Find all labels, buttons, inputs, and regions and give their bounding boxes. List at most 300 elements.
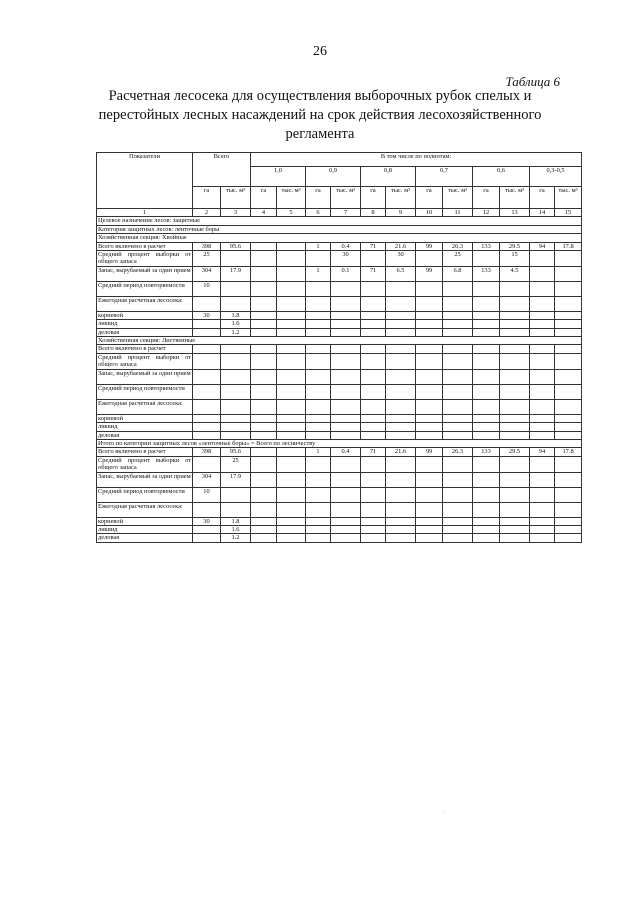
- table-cell: [530, 353, 555, 369]
- table-cell: [473, 281, 500, 296]
- table-cell: [416, 423, 443, 431]
- table-cell: [277, 534, 306, 542]
- table-cell: [386, 353, 416, 369]
- table-cell: [500, 431, 530, 439]
- table-cell: [530, 525, 555, 533]
- table-cell: [416, 345, 443, 353]
- table-cell: 10: [193, 487, 221, 502]
- table-row: [97, 345, 582, 353]
- table-cell: 133: [473, 242, 500, 250]
- table-cell: 0.1: [331, 266, 361, 281]
- table-cell: 21.6: [386, 242, 416, 250]
- table-cell: 1: [306, 448, 331, 456]
- table-cell: [306, 502, 331, 517]
- table-cell: [386, 414, 416, 422]
- table-row: [97, 534, 582, 542]
- row-label: Ежегодная расчетная лесосека:: [97, 296, 193, 311]
- table-cell: [500, 472, 530, 487]
- row-label: Запас, вырубаемый за один прием: [97, 472, 193, 487]
- row-label: Запас, вырубаемый за один прием: [97, 369, 193, 384]
- table-cell: [251, 353, 277, 369]
- table-cell: [500, 487, 530, 502]
- table-cell: [500, 311, 530, 319]
- column-number: 7: [331, 209, 361, 217]
- section-row: [97, 337, 582, 345]
- header-unit-m3: тыс. м³: [500, 187, 530, 209]
- table-cell: [500, 456, 530, 472]
- table-cell: 17.8: [555, 242, 582, 250]
- table-cell: [221, 251, 251, 267]
- table-cell: [473, 328, 500, 336]
- table-cell: [555, 328, 582, 336]
- table-cell: [277, 242, 306, 250]
- table-cell: 95.6: [221, 448, 251, 456]
- table-cell: [386, 472, 416, 487]
- table-cell: [555, 399, 582, 414]
- row-label: корневой: [97, 414, 193, 422]
- table-cell: [277, 517, 306, 525]
- column-number: 5: [277, 209, 306, 217]
- table-cell: [251, 311, 277, 319]
- section-row: [97, 217, 582, 225]
- table-cell: [530, 472, 555, 487]
- table-cell: [331, 456, 361, 472]
- table-cell: [361, 517, 386, 525]
- table-cell: [530, 502, 555, 517]
- table-cell: 1: [306, 266, 331, 281]
- table-cell: [386, 399, 416, 414]
- table-cell: [361, 502, 386, 517]
- table-cell: [361, 296, 386, 311]
- table-cell: [443, 487, 473, 502]
- table-cell: [500, 502, 530, 517]
- table-cell: [386, 487, 416, 502]
- table-cell: [443, 525, 473, 533]
- table-cell: [251, 414, 277, 422]
- table-cell: [530, 296, 555, 311]
- table-cell: 15: [500, 251, 530, 267]
- table-cell: [193, 399, 221, 414]
- table-cell: [251, 517, 277, 525]
- table-cell: [361, 431, 386, 439]
- table-cell: [277, 353, 306, 369]
- row-label: Запас, вырубаемый за один прием: [97, 266, 193, 281]
- table-cell: [306, 423, 331, 431]
- table-cell: [530, 487, 555, 502]
- table-cell: 6.8: [443, 266, 473, 281]
- table-cell: [361, 472, 386, 487]
- row-label: Средний период повторяемости: [97, 487, 193, 502]
- table-cell: [386, 345, 416, 353]
- table-row: [97, 525, 582, 533]
- table-row: [97, 414, 582, 422]
- harvest-table: [96, 152, 582, 543]
- table-cell: [386, 431, 416, 439]
- table-cell: [251, 534, 277, 542]
- table-cell: [221, 502, 251, 517]
- table-cell: [221, 353, 251, 369]
- table-cell: [251, 296, 277, 311]
- table-cell: [555, 353, 582, 369]
- row-label: Всего включено в расчет: [97, 242, 193, 250]
- table-cell: [473, 525, 500, 533]
- table-cell: [361, 487, 386, 502]
- table-cell: [473, 296, 500, 311]
- table-cell: [386, 525, 416, 533]
- table-cell: [251, 502, 277, 517]
- table-cell: [331, 384, 361, 399]
- row-label: Всего включено в расчет: [97, 448, 193, 456]
- table-cell: [500, 534, 530, 542]
- row-label: Средний процент выборки от общего запаса: [98, 353, 191, 369]
- table-cell: [331, 525, 361, 533]
- table-cell: [473, 399, 500, 414]
- table-cell: 29.5: [500, 242, 530, 250]
- table-cell: [555, 251, 582, 267]
- table-cell: [386, 517, 416, 525]
- column-number: 12: [473, 209, 500, 217]
- table-cell: [386, 456, 416, 472]
- row-label: Средний период повторяемости: [97, 281, 193, 296]
- header-unit-ha: га: [530, 187, 555, 209]
- table-cell: [361, 353, 386, 369]
- table-cell: [277, 328, 306, 336]
- table-cell: 1.6: [221, 320, 251, 328]
- table-cell: [306, 534, 331, 542]
- table-cell: [221, 384, 251, 399]
- table-cell: [416, 517, 443, 525]
- row-label: деловая: [97, 431, 193, 439]
- table-row: [97, 328, 582, 336]
- table-cell: [500, 423, 530, 431]
- table-cell: [193, 320, 221, 328]
- table-cell: [331, 487, 361, 502]
- table-cell: [331, 414, 361, 422]
- table-cell: [221, 369, 251, 384]
- table-cell: 99: [416, 266, 443, 281]
- header-unit-m3: тыс. м³: [386, 187, 416, 209]
- table-cell: [416, 487, 443, 502]
- table-cell: [530, 517, 555, 525]
- table-cell: [361, 320, 386, 328]
- section-heading: Категория защитных лесов: ленточные боры: [97, 225, 582, 233]
- table-cell: 95.6: [221, 242, 251, 250]
- column-number: 14: [530, 209, 555, 217]
- table-cell: 94: [530, 242, 555, 250]
- table-cell: [416, 502, 443, 517]
- table-cell: [555, 517, 582, 525]
- table-cell: [306, 369, 331, 384]
- header-total: Всего: [193, 153, 251, 187]
- table-cell: [530, 384, 555, 399]
- table-cell: [331, 472, 361, 487]
- table-cell: [555, 487, 582, 502]
- table-cell: [473, 487, 500, 502]
- table-cell: [251, 266, 277, 281]
- table-cell: [331, 320, 361, 328]
- table-cell: [555, 502, 582, 517]
- table-cell: [443, 456, 473, 472]
- table-row: [97, 296, 582, 311]
- section-row: [97, 439, 582, 447]
- table-cell: [555, 296, 582, 311]
- table-cell: [193, 431, 221, 439]
- header-unit-m3: тыс. м³: [443, 187, 473, 209]
- row-label: Всего включено в расчет: [97, 345, 193, 353]
- table-cell: [331, 369, 361, 384]
- header-unit-m3: тыс. м³: [555, 187, 582, 209]
- table-cell: [331, 281, 361, 296]
- table-cell: [306, 353, 331, 369]
- table-cell: [416, 472, 443, 487]
- table-cell: [306, 320, 331, 328]
- table-cell: [500, 517, 530, 525]
- table-cell: [443, 296, 473, 311]
- table-cell: 99: [416, 242, 443, 250]
- table-cell: [221, 414, 251, 422]
- table-cell: [386, 311, 416, 319]
- table-cell: [530, 399, 555, 414]
- column-number: 10: [416, 209, 443, 217]
- table-cell: [361, 456, 386, 472]
- table-cell: [277, 399, 306, 414]
- row-label: Средний процент выборки от общего запаса: [98, 251, 191, 266]
- table-cell: [416, 353, 443, 369]
- table-cell: 1.2: [221, 328, 251, 336]
- table-cell: [251, 431, 277, 439]
- table-cell: [193, 345, 221, 353]
- header-unit-ha: га: [193, 187, 221, 209]
- header-unit-m3: тыс. м³: [221, 187, 251, 209]
- table-cell: [361, 399, 386, 414]
- table-cell: [500, 369, 530, 384]
- table-cell: 30: [193, 517, 221, 525]
- table-cell: [530, 431, 555, 439]
- table-cell: [277, 251, 306, 267]
- table-cell: [277, 472, 306, 487]
- table-cell: [530, 345, 555, 353]
- table-cell: 0.4: [331, 448, 361, 456]
- table-cell: 17.9: [221, 266, 251, 281]
- table-cell: [473, 414, 500, 422]
- table-cell: 17.9: [221, 472, 251, 487]
- row-label: корневой: [97, 311, 193, 319]
- table-cell: [193, 384, 221, 399]
- header-density: 0,8: [361, 167, 416, 187]
- table-cell: 26.3: [443, 448, 473, 456]
- table-cell: [530, 534, 555, 542]
- table-cell: [277, 320, 306, 328]
- table-cell: [473, 456, 500, 472]
- table-cell: [386, 281, 416, 296]
- table-cell: [530, 414, 555, 422]
- table-cell: [473, 534, 500, 542]
- table-cell: [555, 281, 582, 296]
- table-cell: [530, 266, 555, 281]
- table-cell: 17.8: [555, 448, 582, 456]
- table-cell: [500, 296, 530, 311]
- table-cell: [416, 320, 443, 328]
- table-cell: [416, 414, 443, 422]
- table-cell: 26.3: [443, 242, 473, 250]
- table-cell: [251, 251, 277, 267]
- table-cell: [416, 525, 443, 533]
- table-cell: [443, 517, 473, 525]
- table-cell: [277, 502, 306, 517]
- table-cell: [555, 384, 582, 399]
- row-label: корневой: [97, 517, 193, 525]
- table-cell: 21.6: [386, 448, 416, 456]
- table-cell: [386, 384, 416, 399]
- table-cell: [500, 353, 530, 369]
- table-cell: [277, 525, 306, 533]
- table-row: [97, 399, 582, 414]
- table-cell: 133: [473, 266, 500, 281]
- table-cell: [193, 414, 221, 422]
- table-cell: [193, 328, 221, 336]
- table-cell: 1.6: [221, 525, 251, 533]
- table-cell: [251, 242, 277, 250]
- table-cell: [555, 431, 582, 439]
- table-cell: [500, 399, 530, 414]
- table-cell: [443, 281, 473, 296]
- table-row: [97, 448, 582, 456]
- table-cell: [193, 502, 221, 517]
- table-cell: [443, 423, 473, 431]
- table-cell: 30: [331, 251, 361, 267]
- table-row: [97, 472, 582, 487]
- table-cell: [306, 281, 331, 296]
- table-cell: [306, 487, 331, 502]
- table-row: [97, 431, 582, 439]
- table-cell: [193, 369, 221, 384]
- table-cell: 30: [386, 251, 416, 267]
- table-cell: [251, 369, 277, 384]
- header-indicators: Показатели: [97, 153, 193, 209]
- table-cell: [306, 431, 331, 439]
- table-cell: [277, 456, 306, 472]
- table-cell: [443, 534, 473, 542]
- table-cell: [555, 423, 582, 431]
- table-cell: [555, 525, 582, 533]
- table-label: Таблица 6: [505, 74, 560, 89]
- table-cell: [416, 251, 443, 267]
- table-row: [97, 456, 582, 472]
- table-cell: [277, 296, 306, 311]
- table-cell: [443, 345, 473, 353]
- table-cell: [251, 487, 277, 502]
- table-cell: [221, 296, 251, 311]
- section-row: [97, 234, 582, 242]
- table-cell: [251, 525, 277, 533]
- table-cell: [416, 281, 443, 296]
- column-number: 3: [221, 209, 251, 217]
- header-unit-ha: га: [306, 187, 331, 209]
- section-heading: Хозяйственная секция: Хвойные: [97, 234, 582, 242]
- table-cell: [416, 296, 443, 311]
- table-row: [97, 281, 582, 296]
- table-cell: [443, 320, 473, 328]
- table-cell: [251, 456, 277, 472]
- row-label: Средний период повторяемости: [97, 384, 193, 399]
- table-cell: [555, 311, 582, 319]
- table-cell: [416, 534, 443, 542]
- table-cell: [530, 456, 555, 472]
- table-cell: [443, 502, 473, 517]
- table-cell: [221, 345, 251, 353]
- table-cell: [416, 369, 443, 384]
- table-cell: [530, 328, 555, 336]
- table-cell: [361, 414, 386, 422]
- row-label: Ежегодная расчетная лесосека:: [97, 502, 193, 517]
- header-density: 0,6: [473, 167, 530, 187]
- column-number: 11: [443, 209, 473, 217]
- table-cell: [306, 456, 331, 472]
- table-cell: [277, 414, 306, 422]
- table-cell: [361, 534, 386, 542]
- table-cell: [500, 320, 530, 328]
- table-cell: [530, 423, 555, 431]
- table-cell: [361, 328, 386, 336]
- table-cell: [277, 431, 306, 439]
- table-cell: [500, 281, 530, 296]
- table-cell: 398: [193, 242, 221, 250]
- table-cell: [473, 472, 500, 487]
- table-cell: [251, 320, 277, 328]
- table-cell: [361, 281, 386, 296]
- table-cell: [221, 281, 251, 296]
- header-unit-ha: га: [416, 187, 443, 209]
- table-cell: [473, 251, 500, 267]
- header-density: 0,3-0,5: [530, 167, 582, 187]
- header-unit-ha: га: [251, 187, 277, 209]
- table-cell: [251, 448, 277, 456]
- table-row: [97, 502, 582, 517]
- table-cell: [277, 266, 306, 281]
- header-unit-m3: тыс. м³: [277, 187, 306, 209]
- table-cell: [221, 487, 251, 502]
- table-cell: [500, 384, 530, 399]
- table-row: [97, 517, 582, 525]
- table-cell: [221, 431, 251, 439]
- section-heading: Итого по категории защитных лесов «ленточные боры» = Всего по лесничеству: [97, 439, 582, 447]
- document-title: Расчетная лесосека для осуществления выборочных рубок спелых и перестойных лесных насаждений на срок действия лесохозяйственного регламента: [98, 88, 542, 142]
- table-cell: [306, 328, 331, 336]
- table-cell: [443, 472, 473, 487]
- table-cell: 398: [193, 448, 221, 456]
- table-cell: [251, 399, 277, 414]
- table-cell: [386, 534, 416, 542]
- table-cell: [443, 414, 473, 422]
- page-number: 26: [313, 44, 327, 59]
- table-cell: [473, 384, 500, 399]
- table-cell: [251, 423, 277, 431]
- column-number: 4: [251, 209, 277, 217]
- table-cell: [386, 320, 416, 328]
- table-cell: 6.5: [386, 266, 416, 281]
- table-cell: [193, 296, 221, 311]
- table-cell: 71: [361, 266, 386, 281]
- row-label: деловая: [97, 328, 193, 336]
- table-cell: 1.8: [221, 311, 251, 319]
- column-number: 2: [193, 209, 221, 217]
- table-cell: [331, 423, 361, 431]
- header-unit-ha: га: [361, 187, 386, 209]
- table-cell: [251, 384, 277, 399]
- row-label: деловая: [97, 534, 193, 542]
- table-cell: [361, 345, 386, 353]
- table-cell: [331, 296, 361, 311]
